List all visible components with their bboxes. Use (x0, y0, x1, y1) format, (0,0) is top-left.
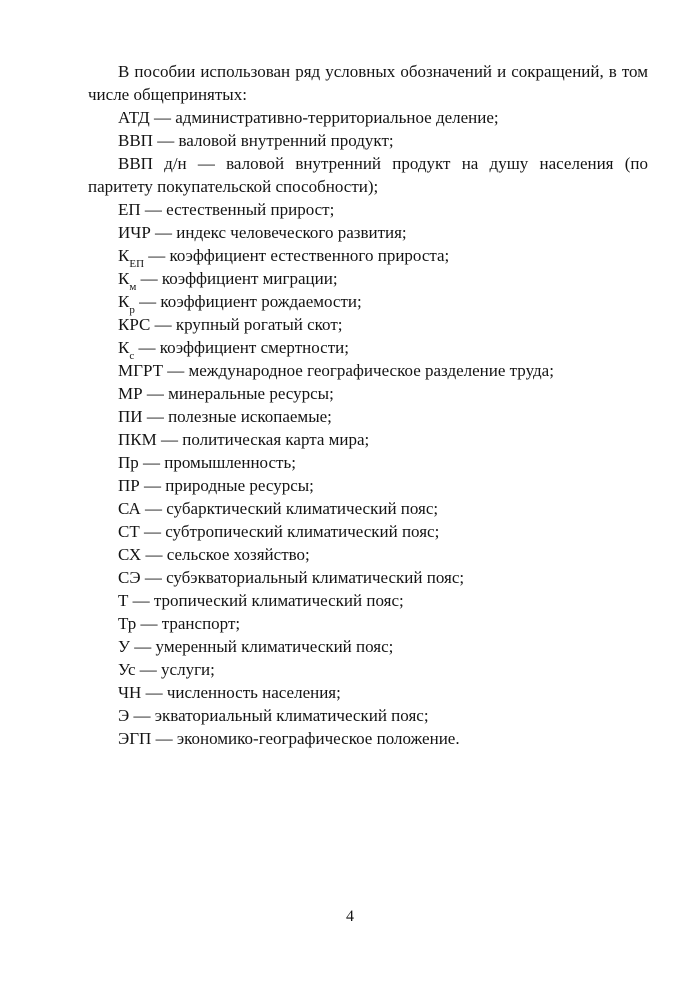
abbrev-term-subscript: ЕП (129, 258, 145, 271)
abbrev-term: Т (118, 591, 129, 610)
abbrev-item: Т — тропический климатический пояс; (118, 591, 404, 610)
abbrev-item: $К_с$ — коэффициент смертности; (118, 338, 349, 363)
abbrev-term: ВВП д/н (118, 154, 187, 173)
abbrev-definition: численность населения; (166, 683, 341, 702)
abbrev-term: ЕП (118, 200, 141, 219)
abbrev-term-subscript: с (129, 350, 135, 363)
abbrev-definition: субтропический климатический пояс; (165, 522, 440, 541)
abbrev-term: Пр (118, 453, 139, 472)
abbrev-item: СХ — сельское хозяйство; (118, 545, 310, 564)
abbrev-term-subscript: м (129, 281, 137, 294)
abbrev-term: Ус (118, 660, 136, 679)
abbrev-term: КРС (118, 315, 151, 334)
abbrev-term: АТД (118, 108, 150, 127)
abbrev-item: ПР — природные ресурсы; (118, 476, 314, 495)
abbrev-definition: естественный прирост; (166, 200, 335, 219)
abbrev-term: Тр (118, 614, 137, 633)
abbrev-item: СЭ — субэкваториальный климатический пояс; (118, 568, 465, 587)
intro-paragraph: В пособии использован ряд условных обозначений и сокращений, в том числе общепринятых: (88, 62, 648, 104)
abbrev-definition: услуги; (161, 660, 215, 679)
abbrev-item: Пр — промышленность; (118, 453, 296, 472)
abbrev-definition: индекс человеческого развития; (176, 223, 407, 242)
abbrev-definition: природные ресурсы; (165, 476, 314, 495)
abbrev-term: Э (118, 706, 130, 725)
abbrev-item: МГРТ — международное географическое разделение труда; (118, 361, 554, 380)
abbrev-item: МР — минеральные ресурсы; (118, 384, 334, 403)
abbrev-item: КРС — крупный рогатый скот; (118, 315, 343, 334)
abbrev-term: К (118, 269, 130, 288)
abbrev-definition: коэффициент смертности; (159, 338, 349, 357)
abbrev-item: Тр — транспорт; (118, 614, 241, 633)
abbrev-definition: субэкваториальный климатический пояс; (166, 568, 465, 587)
abbrev-definition: экваториальный климатический пояс; (154, 706, 429, 725)
abbrev-item: ПИ — полезные ископаемые; (118, 407, 332, 426)
abbrev-item: У — умеренный климатический пояс; (118, 637, 394, 656)
abbrev-term: ИЧР (118, 223, 151, 242)
abbrev-term: К (118, 292, 130, 311)
abbrev-item: Ус — услуги; (118, 660, 215, 679)
abbrev-item: ЧН — численность населения; (118, 683, 341, 702)
abbrev-item: СТ — субтропический климатический пояс; (118, 522, 440, 541)
abbrev-term: ПР (118, 476, 140, 495)
abbrev-term: СТ (118, 522, 140, 541)
page-number: 4 (346, 908, 354, 925)
abbrev-definition: сельское хозяйство; (166, 545, 310, 564)
abbrev-item: ВВП д/н — валовой внутренний продукт на душу населения (по паритету покупательской способности); (88, 154, 648, 196)
abbrev-item: ЭГП — экономико-географическое положение. (118, 729, 460, 748)
abbrev-definition: административно-территориальное деление; (175, 108, 499, 127)
abbrev-definition: субарктический климатический пояс; (166, 499, 439, 518)
abbrev-definition: промышленность; (164, 453, 296, 472)
abbrev-term: ЧН (118, 683, 142, 702)
abbrev-term: ВВП (118, 131, 153, 150)
abbrev-definition: полезные ископаемые; (168, 407, 332, 426)
abbrev-item: ЕП — естественный прирост; (118, 200, 335, 219)
abbrev-definition: минеральные ресурсы; (168, 384, 334, 403)
abbrev-definition: тропический климатический пояс; (153, 591, 404, 610)
abbrev-definition: международное географическое разделение труда; (188, 361, 554, 380)
abbrev-term: У (118, 637, 131, 656)
abbrev-item: $К_р$ — коэффициент рождаемости; (118, 292, 362, 317)
abbrev-term-subscript: р (129, 304, 135, 317)
abbrev-definition: коэффициент миграции; (161, 269, 338, 288)
abbrev-item: $К_{ЕП}$ — коэффициент естественного прироста; (118, 246, 450, 271)
abbrev-item: ПКМ — политическая карта мира; (118, 430, 370, 449)
abbrev-item: $К_м$ — коэффициент миграции; (118, 269, 338, 294)
abbrev-definition: крупный рогатый скот; (175, 315, 343, 334)
abbrev-definition: коэффициент рождаемости; (160, 292, 362, 311)
abbrev-definition: умеренный климатический пояс; (155, 637, 394, 656)
abbrev-definition: экономико-географическое положение. (176, 729, 460, 748)
abbrev-term: МГРТ (118, 361, 163, 380)
abbrev-term: ПИ (118, 407, 143, 426)
abbrev-term: СА (118, 499, 141, 518)
abbrev-item: ИЧР — индекс человеческого развития; (118, 223, 407, 242)
abbrev-definition: валовой внутренний продукт; (178, 131, 394, 150)
abbrev-list (88, 106, 648, 750)
abbrev-term: ЭГП (118, 729, 152, 748)
abbrev-definition: транспорт; (161, 614, 241, 633)
abbrev-term: СХ (118, 545, 142, 564)
abbrev-term: К (118, 338, 130, 357)
abbrev-item: Э — экваториальный климатический пояс; (118, 706, 429, 725)
abbrev-definition: валовой внутренний продукт на душу населения (по паритету покупательской способности); (88, 154, 648, 196)
abbrev-term: К (118, 246, 130, 265)
abbrev-definition: политическая карта мира; (182, 430, 370, 449)
abbrev-item: ВВП — валовой внутренний продукт; (118, 131, 394, 150)
abbrev-term: ПКМ (118, 430, 157, 449)
abbrev-item: АТД — административно-территориальное деление; (118, 108, 499, 127)
abbrev-item: СА — субарктический климатический пояс; (118, 499, 439, 518)
abbrev-term: МР (118, 384, 143, 403)
abbrev-term: СЭ (118, 568, 141, 587)
abbrev-definition: коэффициент естественного прироста; (169, 246, 450, 265)
